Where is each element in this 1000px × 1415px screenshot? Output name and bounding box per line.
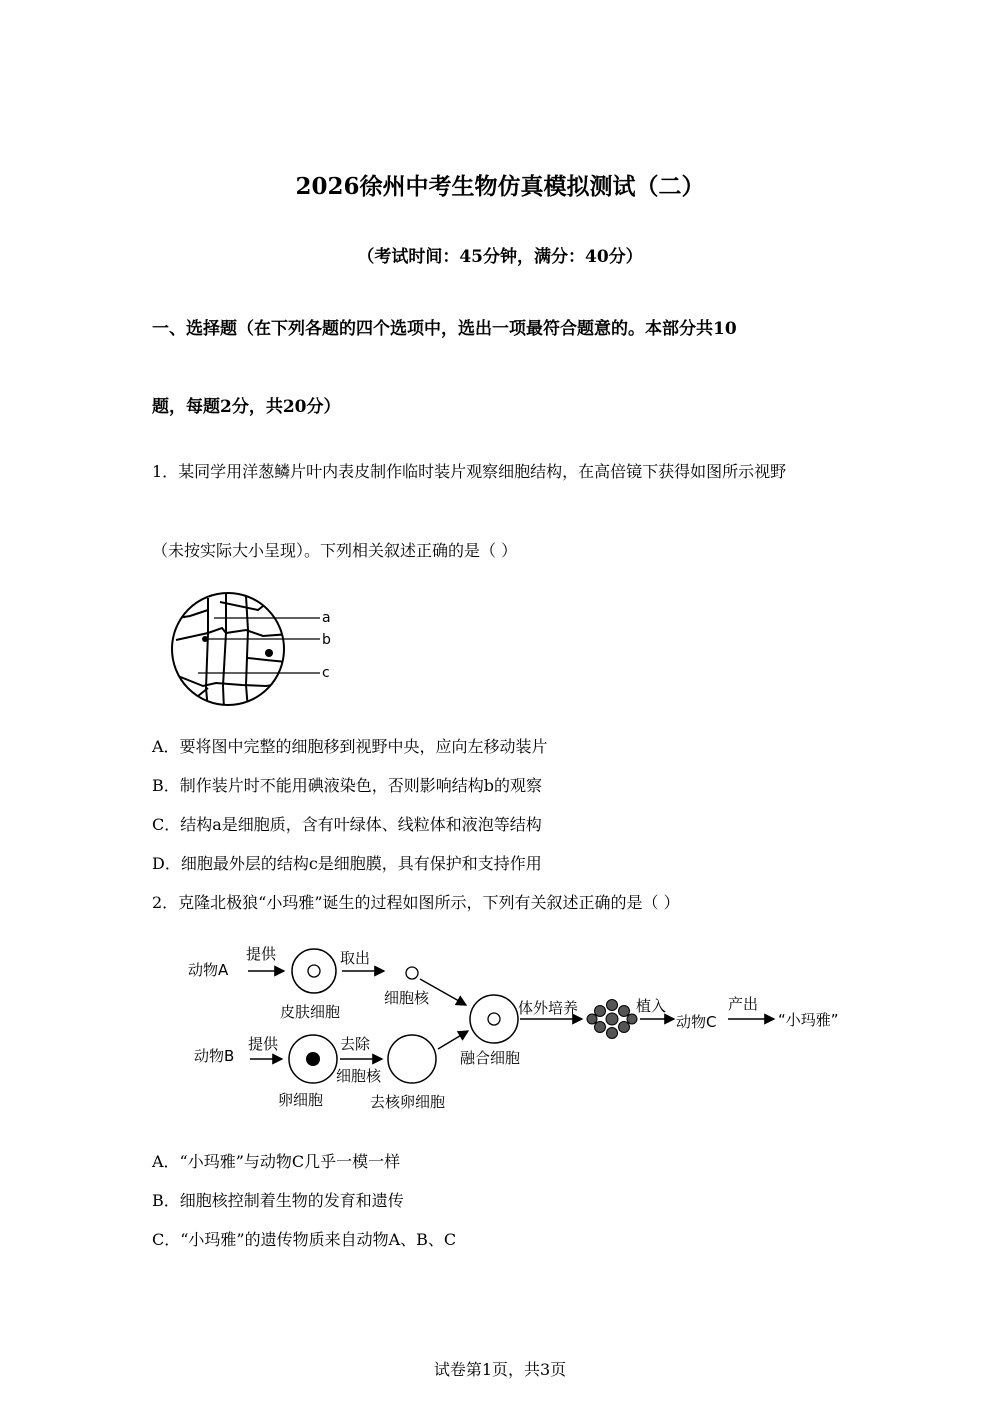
nucleus-icon [406, 967, 418, 979]
question-2-stem: 2．克隆北极狼“小玛雅”诞生的过程如图所示，下列有关叙述正确的是（ ） [152, 893, 680, 912]
section-heading-line2: 题，每题2分，共20分） [152, 397, 341, 417]
q1-option-c: C．结构a是细胞质，含有叶绿体、线粒体和液泡等结构 [152, 815, 542, 834]
fused-cell-label: 融合细胞 [460, 1049, 521, 1067]
skin-cell-icon [292, 949, 336, 993]
animal-b-label: 动物B [194, 1047, 235, 1065]
label-a: a [322, 610, 331, 626]
q1-option-a: A．要将图中完整的细胞移到视野中央，应向左移动装片 [152, 737, 548, 756]
provide-label-2: 提供 [248, 1035, 279, 1053]
exam-info: （考试时间：45分钟，满分：40分） [357, 247, 643, 267]
question-1-stem-line1: 1．某同学用洋葱鳞片叶内表皮制作临时装片观察细胞结构，在高倍镜下获得如图所示视野 [152, 462, 787, 481]
section-heading-line1: 一、选择题（在下列各题的四个选项中，选出一项最符合题意的。本部分共10 [152, 319, 737, 339]
remove-label: 去除 [340, 1035, 371, 1053]
question-1-stem-line2: （未按实际大小呈现）。下列相关叙述正确的是（ ） [152, 541, 518, 560]
label-b: b [322, 632, 331, 648]
produce-label: 产出 [728, 995, 759, 1013]
q2-option-c: C．“小玛雅”的遗传物质来自动物A、B、C [152, 1230, 457, 1249]
label-c: c [322, 665, 330, 681]
skin-cell-label: 皮肤细胞 [280, 1003, 341, 1021]
provide-label-1: 提供 [246, 945, 277, 963]
q2-option-b: B．细胞核控制着生物的发育和遗传 [152, 1191, 404, 1210]
egg-cell-label: 卵细胞 [278, 1091, 324, 1109]
implant-label: 植入 [636, 997, 667, 1015]
cloning-process-figure [180, 935, 870, 1115]
q2-option-a: A．“小玛雅”与动物C几乎一模一样 [152, 1152, 401, 1171]
page-title: 2026徐州中考生物仿真模拟测试（二） [295, 173, 705, 200]
microscope-view-figure [168, 588, 348, 710]
remove-nucleus-label: 细胞核 [336, 1067, 382, 1085]
q1-option-b: B．制作装片时不能用碘液染色，否则影响结构b的观察 [152, 776, 543, 795]
result-label: “小玛雅” [778, 1011, 839, 1029]
embryo-cluster-icon [587, 1000, 637, 1039]
animal-c-label: 动物C [676, 1013, 717, 1031]
animal-a-label: 动物A [188, 961, 229, 979]
take-out-label: 取出 [340, 949, 371, 967]
nucleus-label: 细胞核 [384, 989, 430, 1007]
fused-cell-icon [470, 995, 518, 1043]
enucleated-egg-label: 去核卵细胞 [370, 1093, 446, 1111]
enucleated-egg-icon [388, 1035, 436, 1083]
page-footer: 试卷第1页，共3页 [433, 1360, 567, 1379]
q1-option-d: D．细胞最外层的结构c是细胞膜，具有保护和支持作用 [152, 854, 542, 873]
culture-label: 体外培养 [518, 999, 579, 1017]
